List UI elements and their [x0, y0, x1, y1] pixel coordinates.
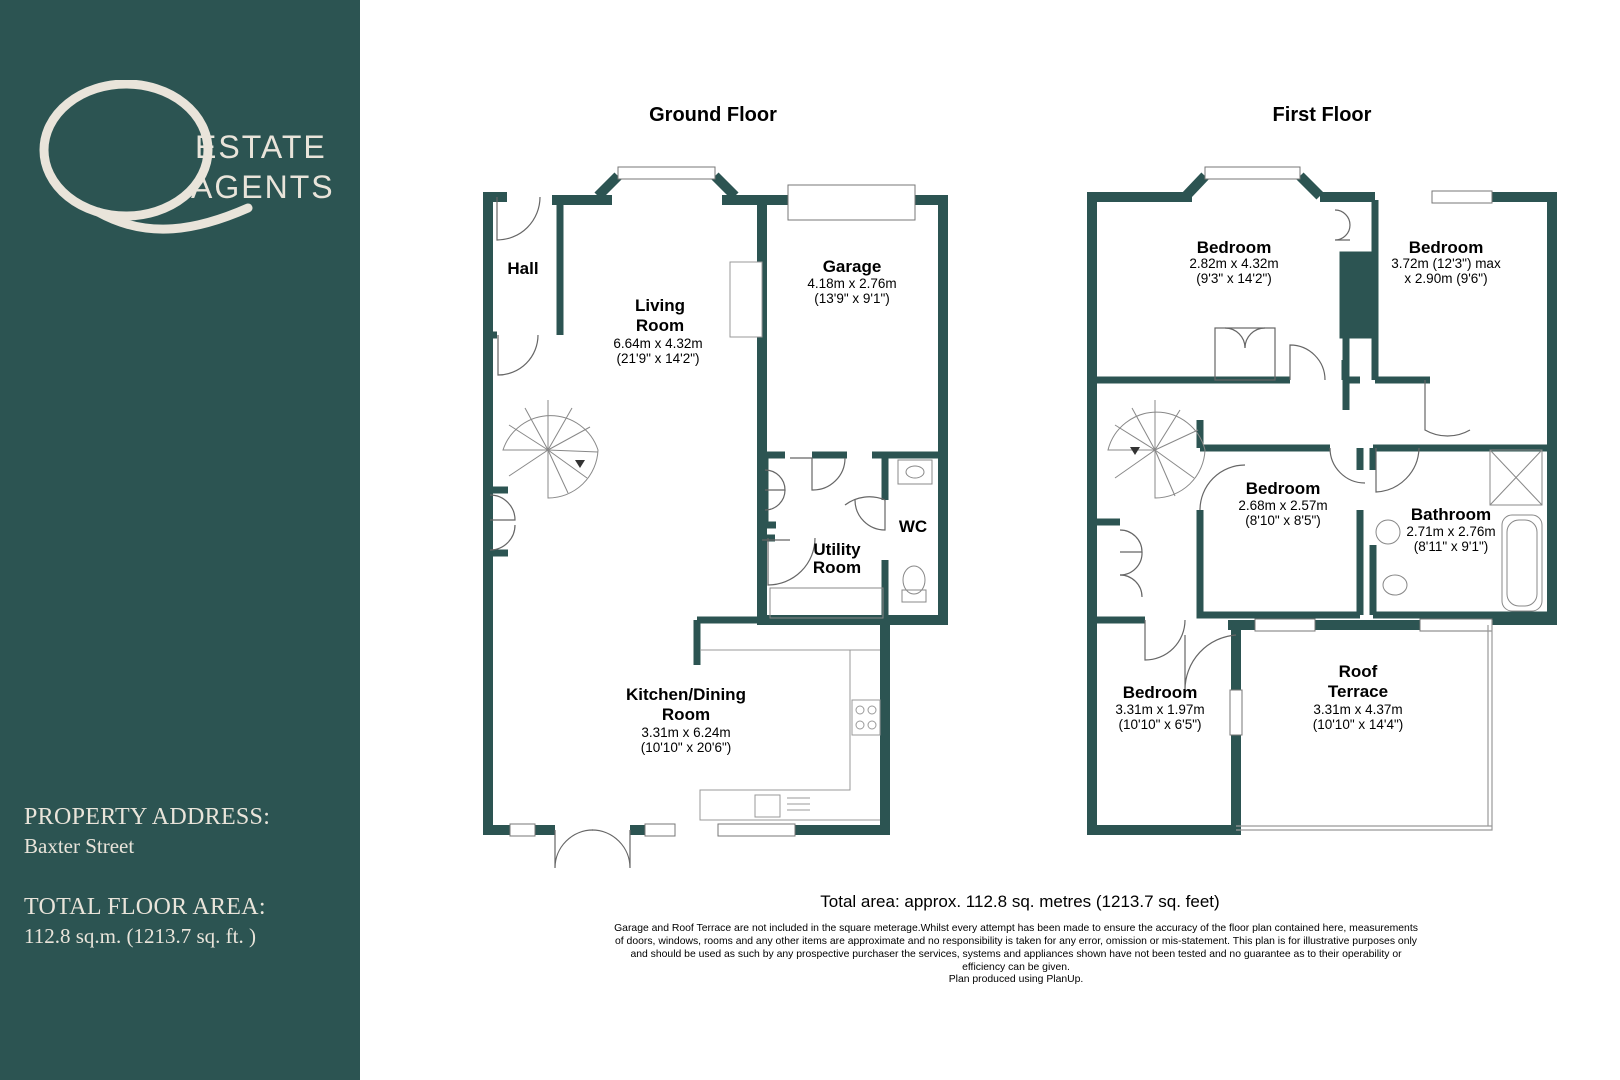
bathroom-dim-m: 2.71m x 2.76m [1406, 524, 1496, 539]
bedroom-1-label: Bedroom [1196, 238, 1272, 257]
bedroom-3-dim-ft: (8'10" x 8'5") [1245, 513, 1321, 528]
hall-label: Hall [507, 259, 539, 278]
bedroom-2-label: Bedroom [1408, 238, 1484, 257]
logo-line-2: AGENTS [191, 169, 335, 205]
total-area-text: Total area: approx. 112.8 sq. metres (1213.7 sq. feet) [820, 892, 1220, 911]
bedroom-1-dim-m: 2.82m x 4.32m [1189, 256, 1279, 271]
roof-terrace-dim-ft: (10'10" x 14'4") [1312, 717, 1404, 732]
garage-dim-m: 4.18m x 2.76m [807, 276, 897, 291]
bedroom-1-dim-ft: (9'3" x 14'2") [1196, 271, 1272, 286]
wc-fittings [770, 460, 932, 618]
kitchen-dim-m: 3.31m x 6.24m [641, 725, 731, 740]
chimney-breast [730, 262, 762, 337]
utility-room-label-2: Room [812, 558, 862, 577]
disclaimer-text: Garage and Roof Terrace are not included in the square meterage.Whilst every attempt has been made to ensure the accuracy of the floor plan contained here, measurements of doors, windows, rooms and any other items are approximate and no responsibility is taken for any error, omission or mis-statement. This plan is for illustrative purposes only and should be used as such by any prospective purchaser the services, systems and appliances shown have not been tested and no guarantee as to their operability or efficiency can be given. [614, 923, 1418, 973]
bedroom-4-label: Bedroom [1122, 683, 1198, 702]
living-room-dim-m: 6.64m x 4.32m [613, 336, 703, 351]
roof-terrace-label-2: Terrace [1327, 682, 1389, 701]
logo-line-1: ESTATE [195, 129, 327, 165]
bathroom-label: Bathroom [1410, 505, 1492, 524]
garage-label: Garage [822, 257, 882, 276]
living-room-label-1: Living [634, 296, 686, 315]
bathroom-dim-ft: (8'11" x 9'1") [1413, 539, 1489, 554]
garage-dim-ft: (13'9" x 9'1") [814, 291, 890, 306]
wc-label: WC [898, 517, 928, 536]
ground-stairs [503, 400, 598, 498]
address-value: Baxter Street [24, 834, 135, 858]
ground-floor [488, 104, 943, 868]
first-floor-title: First Floor [1272, 104, 1372, 126]
ground-cupboard [490, 470, 785, 550]
kitchen-dim-ft: (10'10" x 20'6") [640, 740, 732, 755]
area-value: 112.8 sq.m. (1213.7 sq. ft. ) [24, 924, 256, 948]
bedroom-3-dim-m: 2.68m x 2.57m [1238, 498, 1328, 513]
address-heading: PROPERTY ADDRESS: [24, 804, 271, 830]
bedroom-2-dim-ft: x 2.90m (9'6") [1404, 271, 1488, 286]
first-stairs [1108, 400, 1205, 498]
bedroom-4-dim-ft: (10'10" x 6'5") [1118, 717, 1202, 732]
ground-floor-title: Ground Floor [649, 104, 777, 126]
living-room-dim-ft: (21'9" x 14'2") [616, 351, 700, 366]
bedroom-4-dim-m: 3.31m x 1.97m [1115, 702, 1205, 717]
living-room-label-2: Room [635, 316, 685, 335]
produced-by-text: Plan produced using PlanUp. [948, 974, 1084, 985]
first-floor [1092, 104, 1552, 830]
roof-terrace-label-1: Roof [1338, 662, 1378, 681]
kitchen-label-2: Room [661, 705, 711, 724]
bedroom-2-dim-m: 3.72m (12'3") max [1391, 256, 1501, 271]
kitchen-label-1: Kitchen/Dining [626, 685, 746, 704]
stairs-arrow-icon [575, 460, 585, 468]
first-stairs-arrow-icon [1130, 447, 1140, 455]
area-heading: TOTAL FLOOR AREA: [24, 894, 266, 920]
roof-terrace-dim-m: 3.31m x 4.37m [1313, 702, 1403, 717]
bedroom-3-label: Bedroom [1245, 479, 1321, 498]
utility-room-label-1: Utility [813, 540, 861, 559]
